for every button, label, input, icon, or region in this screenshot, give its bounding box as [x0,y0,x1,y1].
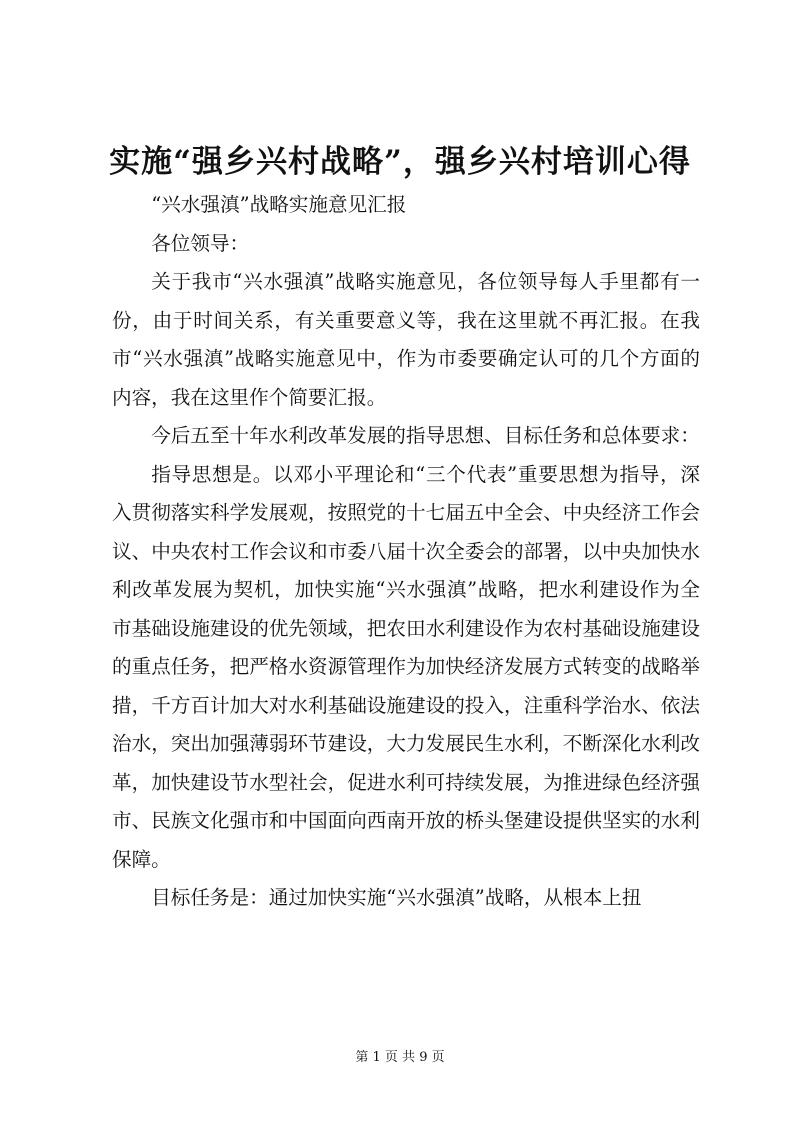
paragraph-guiding-thought: 指导思想是。以邓小平理论和“三个代表”重要思想为指导，深入贯彻落实科学发展观，按照党的十七届五中全会、中央经济工作会议、中央农村工作会议和市委八届十次全委会的部署，以中央加快水利改革发展为契机，加快实施“兴水强滇”战略，把水利建设作为全市基础设施建设的优先领域，把农田水利建设作为农村基础设施建设的重点任务，把严格水资源管理作为加快经济发展方式转变的战略举措，千方百计加大对水利基础设施建设的投入，注重科学治水、依法治水，突出加强薄弱环节建设，大力发展民生水利，不断深化水利改革，加快建设节水型社会，促进水利可持续发展，为推进绿色经济强市、民族文化强市和中国面向西南开放的桥头堡建设提供坚实的水利保障。 [112,462,700,871]
document-body [112,186,700,918]
paragraph-subtitle: “兴水强滇”战略实施意见汇报 [151,193,407,216]
paragraph-requirements-heading: 今后五至十年水利改革发展的指导思想、目标任务和总体要求： [151,424,700,447]
page-footer: 第 1 页 共 9 页 [355,1050,445,1065]
paragraph-objectives: 目标任务是：通过加快实施“兴水强滇”战略，从根本上扭 [151,886,642,909]
paragraph-intro: 关于我市“兴水强滇”战略实施意见，各位领导每人手里都有一份，由于时间关系，有关重要意义等，我在这里就不再汇报。在我市“兴水强滇”战略实施意见中，作为市委要确定认可的几个方面的内容，我在这里作个简要汇报。 [112,270,700,409]
paragraph-salutation: 各位领导： [151,231,250,255]
page-title: 实施“强乡兴村战略”，强乡兴村培训心得 [109,144,691,180]
